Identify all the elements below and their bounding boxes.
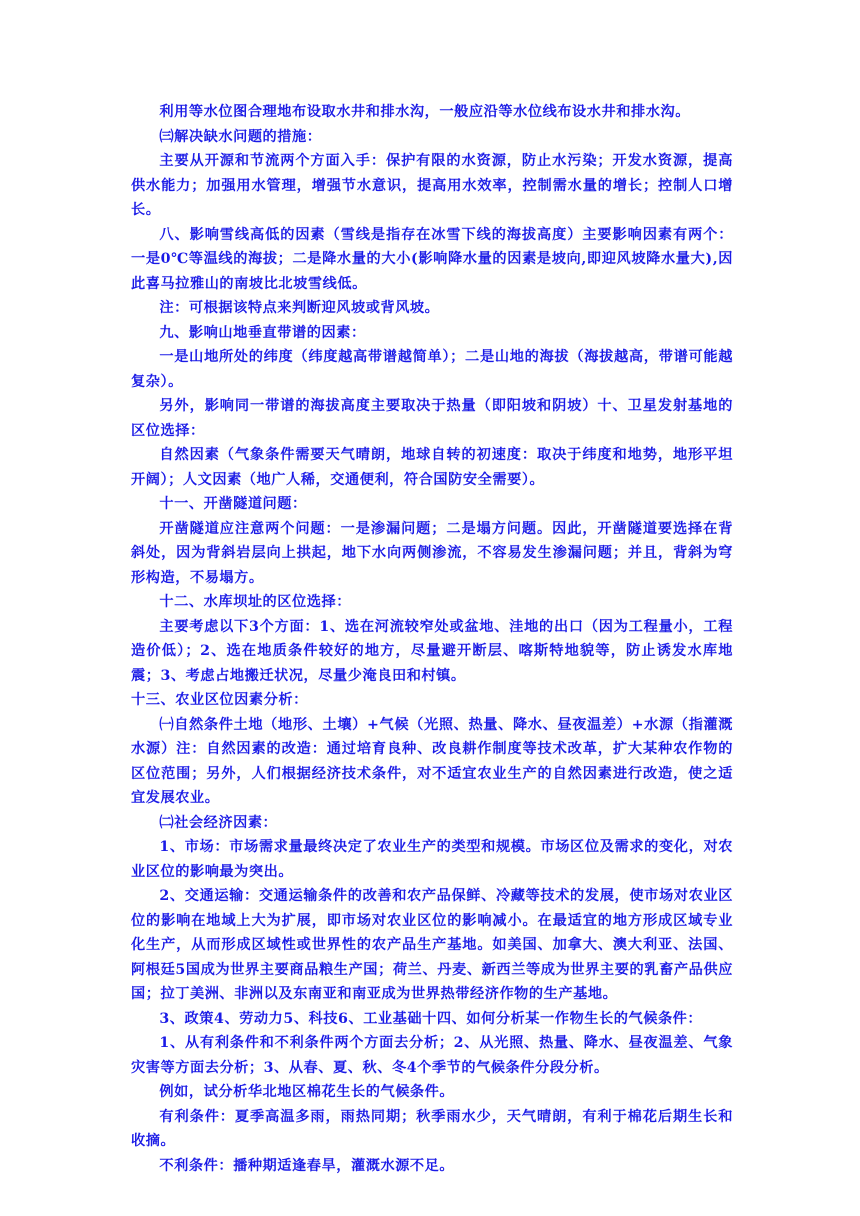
paragraph-dam-site: 主要考虑以下3个方面：1、选在河流较窄处或盆地、洼地的出口（因为工程量小，工程造价低）；2、选在地质条件较好的地方，尽量避开断层、喀斯特地貌等，防止诱发水库地震；3、考虑占地搬迁状况，尽量少淹良田和村镇。	[131, 618, 733, 684]
heading-vertical-zonation: 九、影响山地垂直带谱的因素：	[159, 324, 366, 341]
paragraph-transport: 2、交通运输：交通运输条件的改善和农产品保鲜、冷藏等技术的发展，使市场对农业区位的影响在地域上大为扩展，即市场对农业区位的影响减小。在最适宜的地方形成区域专业化生产，从而形成区域性或世界性的农产品生产基地。如美国、加拿大、澳大利亚、法国、阿根廷5国成为世界主要商品粮生产国；荷兰、丹麦、新西兰等成为世界主要的乳畜产品供应国；拉丁美洲、非洲以及东南亚和南亚成为世界热带经济作物的生产基地。	[131, 888, 733, 1002]
paragraph-water-shortage-measures: 主要从开源和节流两个方面入手：保护有限的水资源，防止水污染；开发水资源，提高供水能力；加强用水管理，增强节水意识，提高用水效率，控制需水量的增长；控制人口增长。	[131, 153, 733, 218]
heading-socioeconomic-factors: ㈡社会经济因素：	[159, 814, 278, 831]
paragraph-market: 1、市场：市场需求量最终决定了农业生产的类型和规模。市场区位及需求的变化，对农业区位的影响最为突出。	[131, 839, 733, 880]
heading-dam-site: 十二、水库坝址的区位选择：	[159, 594, 351, 610]
paragraph-water-level-map: 利用等水位图合理地布设取水井和排水沟，一般应沿等水位线布设水井和排水沟。	[159, 104, 690, 120]
heading-agriculture-location: 十三、农业区位因素分析：	[131, 692, 308, 708]
paragraph-favorable-conditions: 有利条件：夏季高温多雨，雨热同期；秋季雨水少，天气晴朗，有利于棉花后期生长和收摘。	[131, 1108, 733, 1149]
paragraph-vertical-zonation: 一是山地所处的纬度（纬度越高带谱越简单）；二是山地的海拔（海拔越高，带谱可能越复杂）。	[131, 349, 733, 390]
heading-water-shortage-measures: ㈢解决缺水问题的措施：	[159, 128, 322, 145]
paragraph-satellite-factors: 自然因素（气象条件需要天气晴朗，地球自转的初速度：取决于纬度和地势，地形平坦开阔）；人文因素（地广人稀，交通便利，符合国防安全需要）。	[131, 447, 733, 488]
paragraph-zonation-heat-and-satellite-heading: 另外，影响同一带谱的海拔高度主要取决于热量（即阳坡和阴坡）十、卫星发射基地的区位选择：	[131, 398, 733, 439]
paragraph-crop-climate-method: 1、从有利条件和不利条件两个方面去分析；2、从光照、热量、降水、昼夜温差、气象灾害等方面去分析；3、从春、夏、秋、冬4个季节的气候条件分段分析。	[131, 1035, 733, 1076]
paragraph-unfavorable-conditions: 不利条件：播种期适逢春旱，灌溉水源不足。	[159, 1157, 455, 1174]
paragraph-example: 例如，试分析华北地区棉花生长的气候条件。	[159, 1084, 455, 1100]
paragraph-snowline-note: 注：可根据该特点来判断迎风坡或背风坡。	[159, 300, 440, 316]
paragraph-tunnel-problems: 开凿隧道应注意两个问题：一是渗漏问题；二是塌方问题。因此，开凿隧道要选择在背斜处，因为背斜岩层向上拱起，地下水向两侧渗流，不容易发生渗漏问题；并且，背斜为穹形构造，不易塌方。	[131, 520, 733, 586]
paragraph-policy-and-crop-climate-heading: 3、政策4、劳动力5、科技6、工业基础十四、如何分析某一作物生长的气候条件：	[159, 1010, 703, 1027]
document-body	[131, 100, 733, 1178]
paragraph-natural-conditions: ㈠自然条件土地（地形、土壤）+气候（光照、热量、降水、昼夜温差）+水源（指灌溉水源）注：自然因素的改造：通过培育良种、改良耕作制度等技术改革，扩大某种农作物的区位范围；另外，人们根据经济技术条件，对不适宜农业生产的自然因素进行改造，使之适宜发展农业。	[131, 716, 733, 806]
heading-tunnel-problems: 十一、开凿隧道问题：	[159, 496, 307, 512]
paragraph-snowline-factors: 八、影响雪线高低的因素（雪线是指存在冰雪下线的海拔高度）主要影响因素有两个：一是0℃等温线的海拔；二是降水量的大小(影响降水量的因素是坡向,即迎风坡降水量大),因此喜马拉雅山的南坡比北坡雪线低。	[131, 226, 733, 292]
